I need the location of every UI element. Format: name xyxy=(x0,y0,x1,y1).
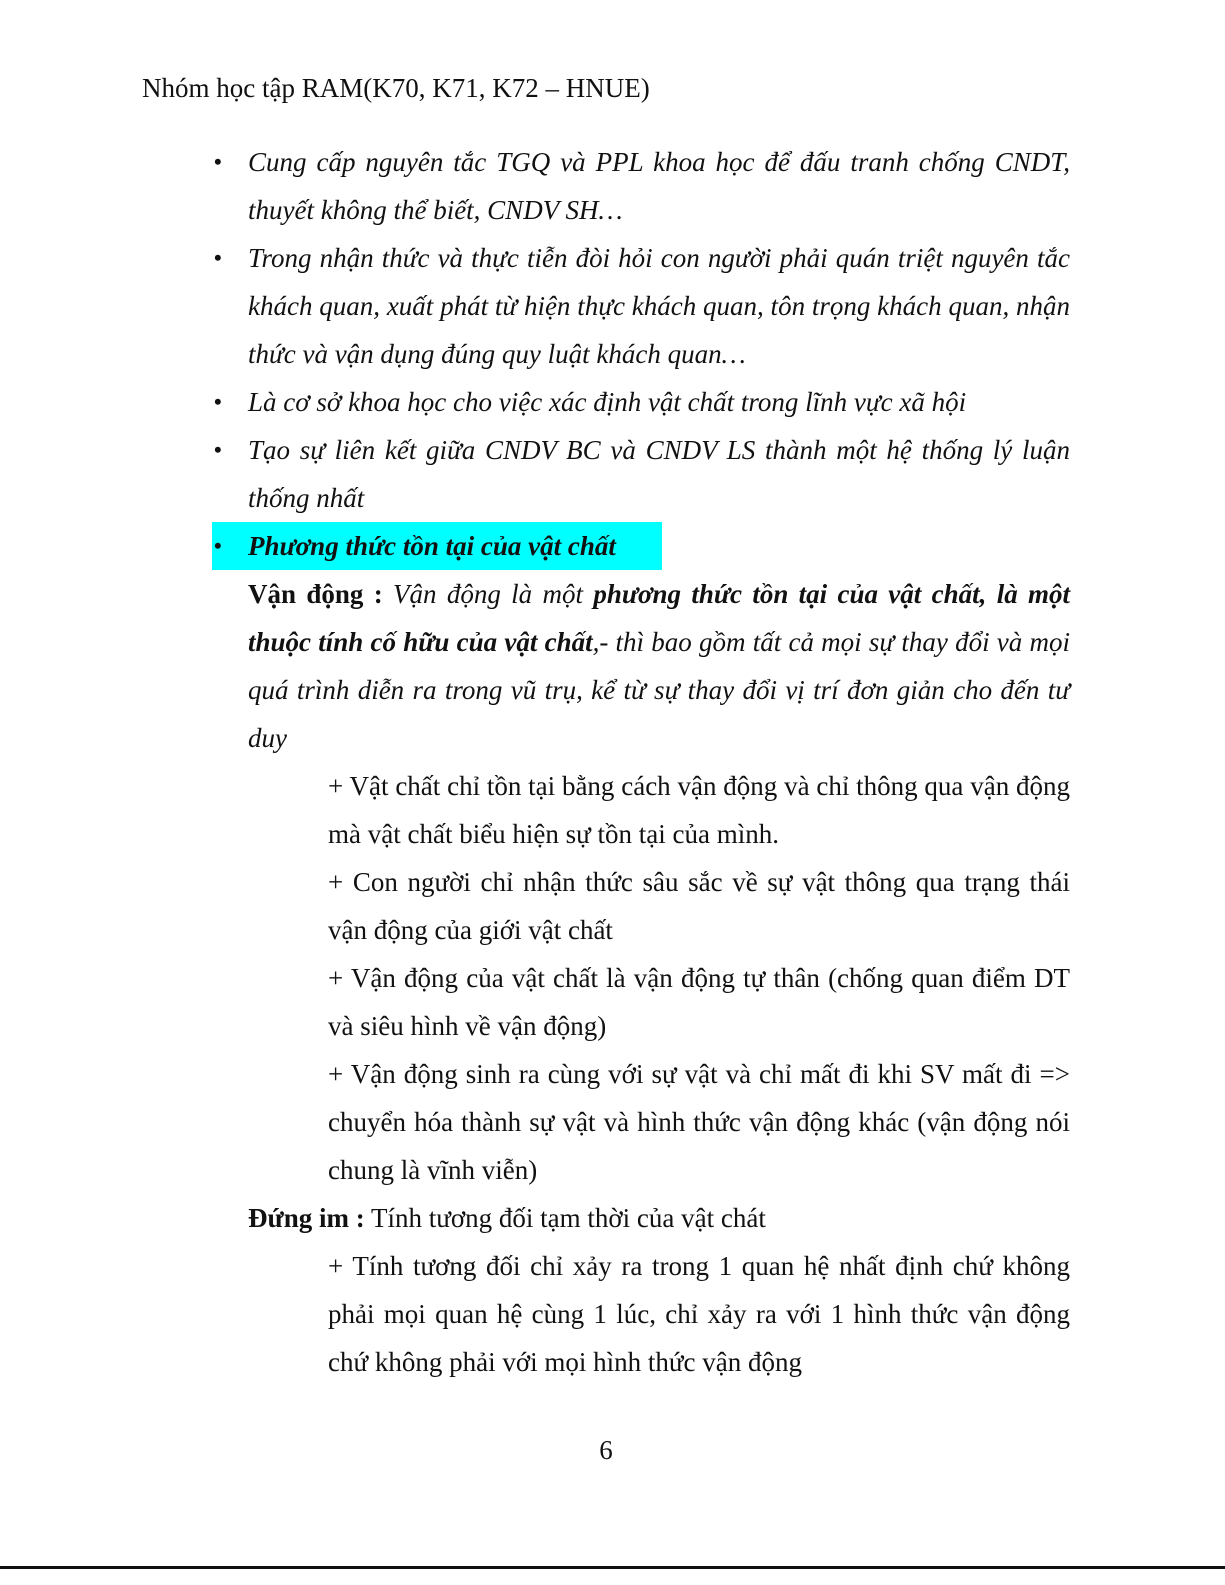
van-dong-paragraph xyxy=(212,570,1070,762)
section-heading xyxy=(212,522,662,570)
page-content xyxy=(212,138,1070,1386)
van-dong-bold-phrase: phương thức tồn tại của vật chất, là một thuộc tính cố hữu của vật chất xyxy=(248,579,1071,657)
bullet-dot: • xyxy=(214,533,222,558)
dung-im-label: Đứng im : xyxy=(248,1203,365,1233)
van-dong-point: + Vật chất chỉ tồn tại bằng cách vận động và chỉ thông qua vận động mà vật chất biểu hiện sự tồn tại của mình. xyxy=(328,771,1070,849)
bullet-dot: • xyxy=(214,149,222,174)
section-heading-text: Phương thức tồn tại của vật chất xyxy=(248,531,616,561)
bullet-dot: • xyxy=(214,389,222,414)
van-dong-label: Vận động : xyxy=(248,579,383,609)
bullet-text: Trong nhận thức và thực tiễn đòi hỏi con người phải quán triệt nguyên tắc khách quan, xuất phát từ hiện thực khách quan, tôn trọng khách quan, nhận thức và vận dụng đúng quy luật khách quan… xyxy=(248,243,1070,369)
bullet-text: Tạo sự liên kết giữa CNDV BC và CNDV LS thành một hệ thống lý luận thống nhất xyxy=(248,435,1070,513)
bottom-rule xyxy=(0,1566,1225,1569)
van-dong-point: + Con người chỉ nhận thức sâu sắc về sự vật thông qua trạng thái vận động của giới vật chất xyxy=(328,867,1070,945)
bullet-text: Là cơ sở khoa học cho việc xác định vật chất trong lĩnh vực xã hội xyxy=(248,387,967,417)
dung-im-point: + Tính tương đối chỉ xảy ra trong 1 quan hệ nhất định chứ không phải mọi quan hệ cùng 1 lúc, chỉ xảy ra với 1 hình thức vận động chứ không phải với mọi hình thức vận động xyxy=(328,1251,1070,1377)
page-header: Nhóm học tập RAM(K70, K71, K72 – HNUE) xyxy=(142,73,650,103)
bullet-item xyxy=(212,426,1070,522)
van-dong-intro: Vận động là một xyxy=(393,579,583,609)
van-dong-rest: ,- thì bao gồm tất cả mọi sự thay đổi và mọi quá trình diễn ra trong vũ trụ, kể từ sự thay đổi vị trí đơn giản cho đến tư duy xyxy=(248,627,1071,753)
page-number: 6 xyxy=(599,1435,613,1465)
dung-im-paragraph xyxy=(212,1194,1070,1242)
bullet-text: Cung cấp nguyên tắc TGQ và PPL khoa học để đấu tranh chống CNDT, thuyết không thể biết, CNDV SH… xyxy=(248,147,1070,225)
bullet-dot: • xyxy=(214,437,222,462)
bullet-item xyxy=(212,234,1070,378)
dung-im-text: Tính tương đối tạm thời của vật chát xyxy=(370,1203,766,1233)
bullet-dot: • xyxy=(214,245,222,270)
bullet-item xyxy=(212,378,1070,426)
van-dong-point: + Vận động của vật chất là vận động tự thân (chống quan điểm DT và siêu hình về vận động) xyxy=(328,963,1070,1041)
van-dong-point: + Vận động sinh ra cùng với sự vật và chỉ mất đi khi SV mất đi => chuyển hóa thành sự vật và hình thức vận động khác (vận động nói chung là vĩnh viễn) xyxy=(328,1059,1070,1185)
bullet-item xyxy=(212,138,1070,234)
